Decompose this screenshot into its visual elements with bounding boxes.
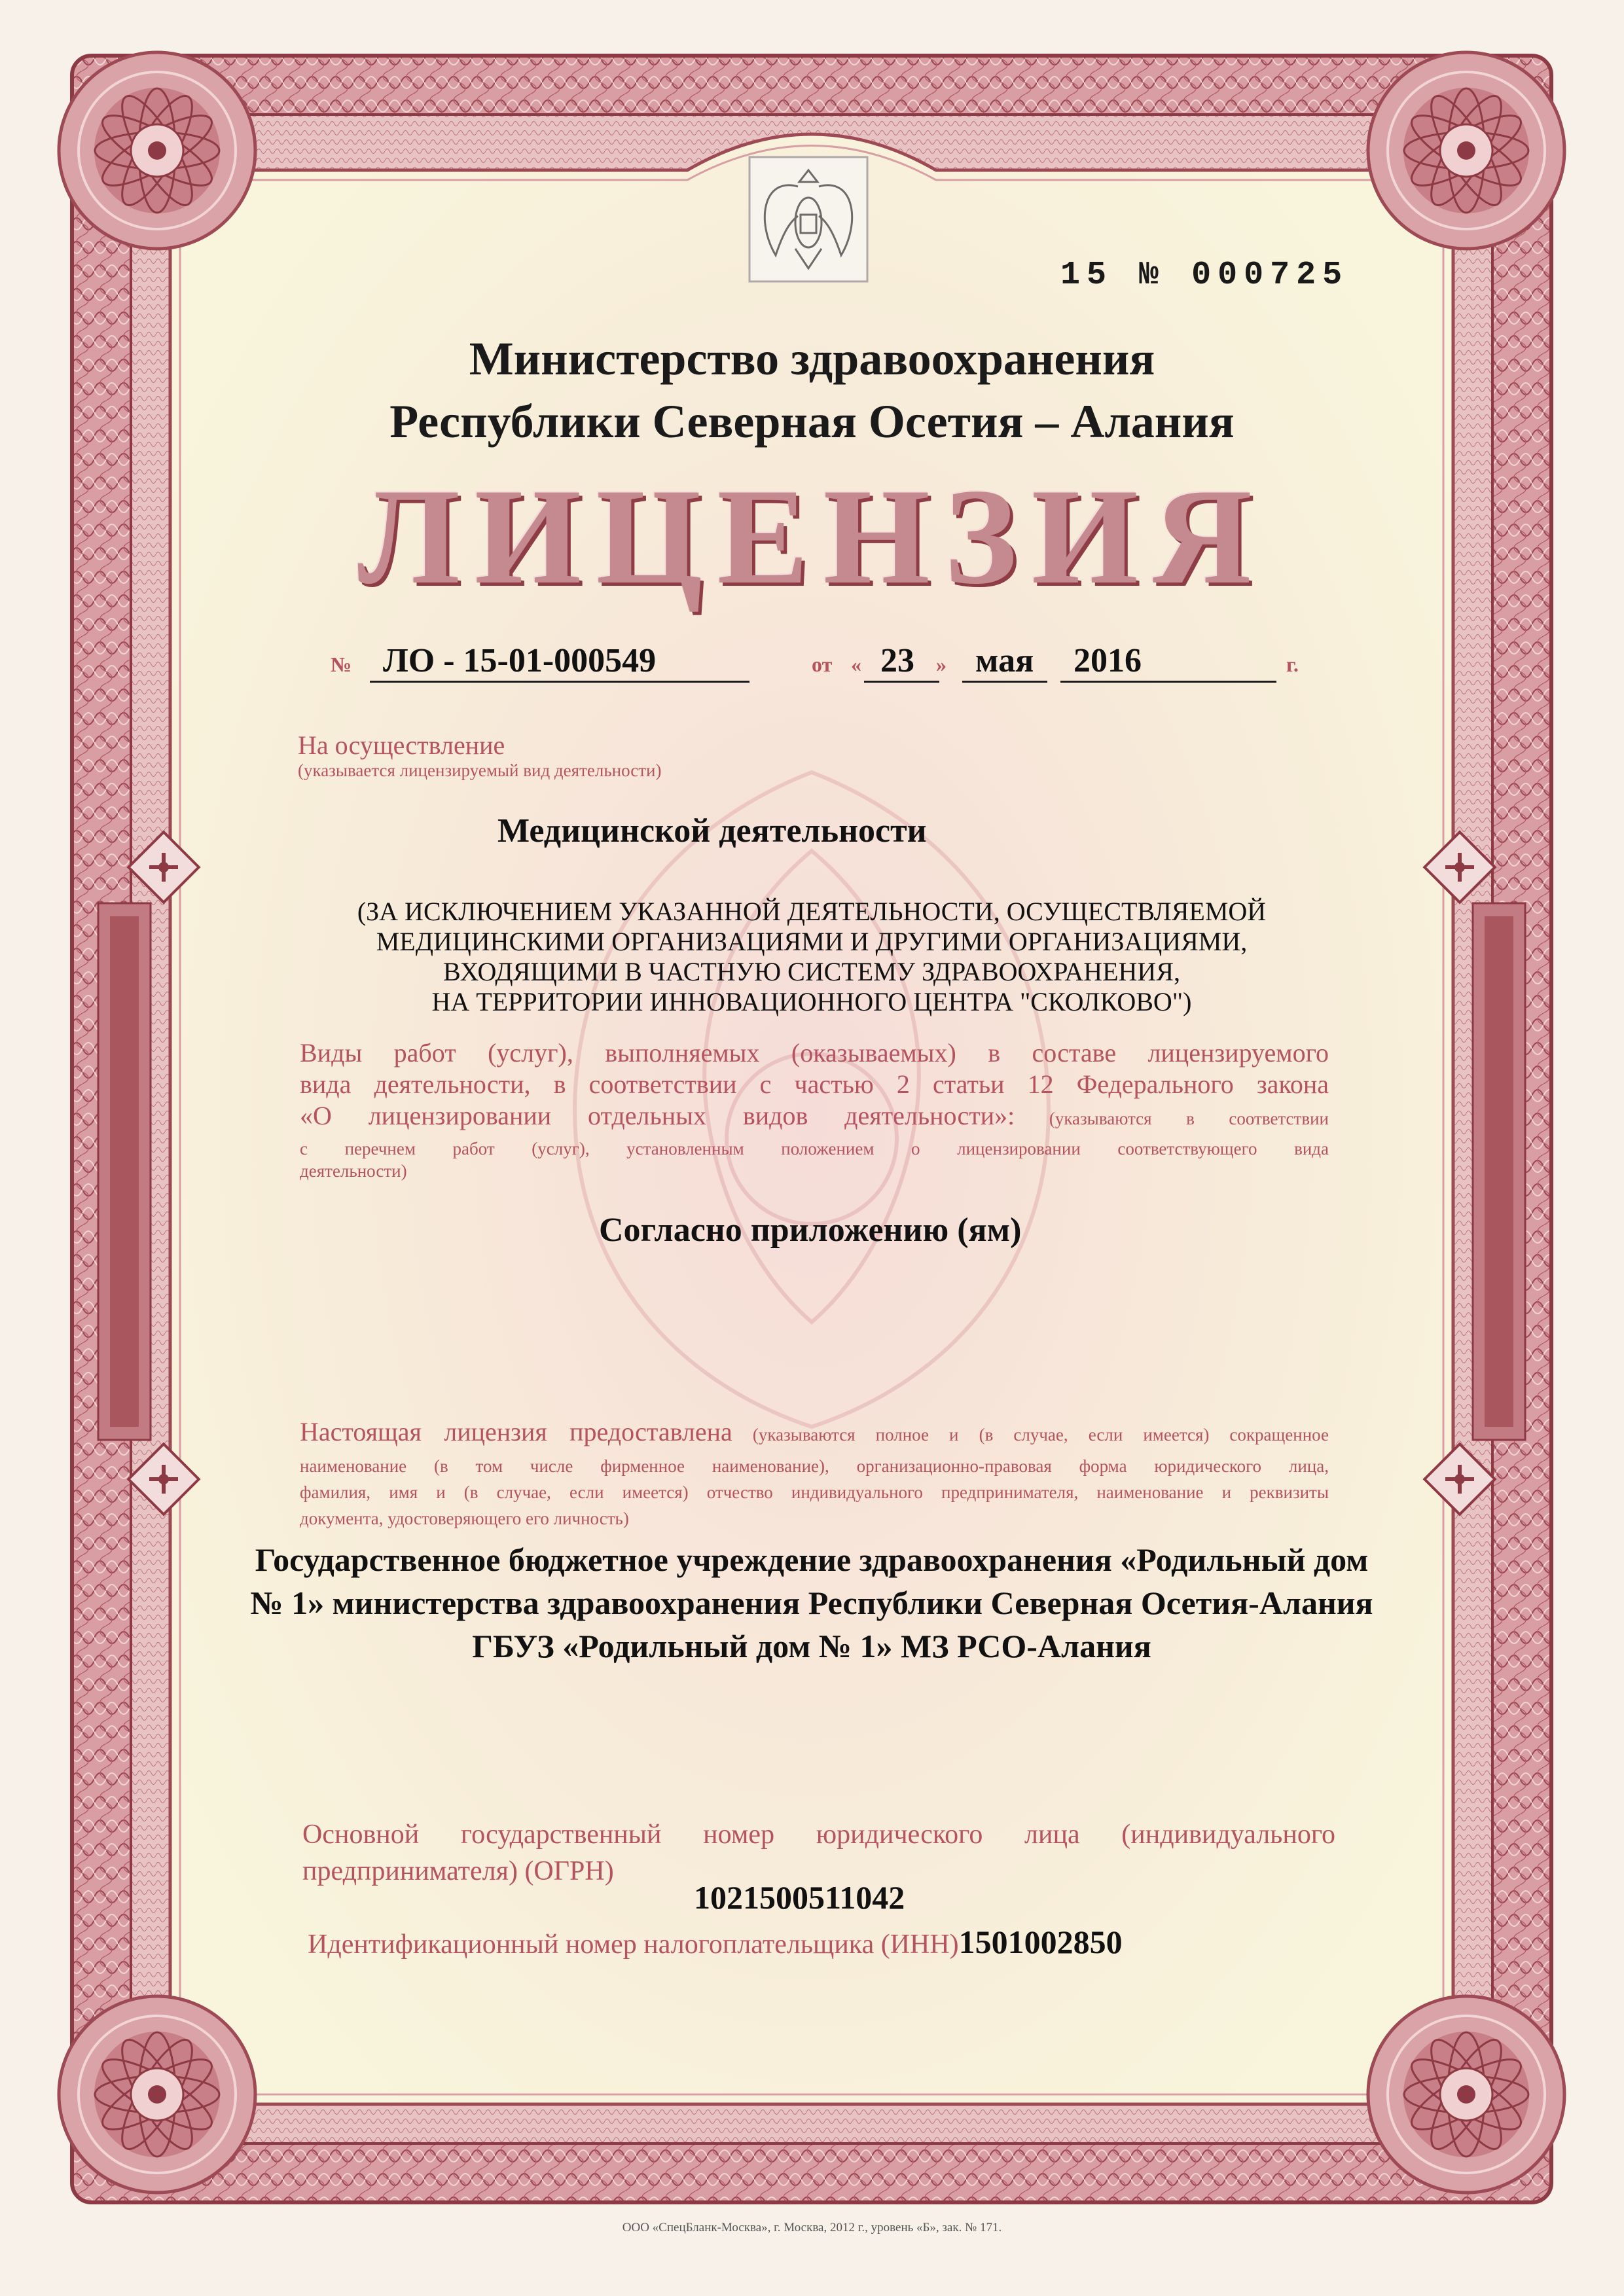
inn-value: 1501002850 <box>958 1924 1123 1960</box>
license-number-underline <box>370 681 749 683</box>
works-value: Согласно приложению (ям) <box>599 1211 1022 1249</box>
licensee-note-line2: наименование (в том числе фирменное наименование), организационно-правовая форма юридического лица, <box>300 1456 1329 1476</box>
document-title: ЛИЦЕНЗИЯ <box>357 461 1267 613</box>
license-number-label: № <box>331 653 352 676</box>
issuing-authority <box>0 327 1624 453</box>
licensee-name-line2: № 1» министерства здравоохранения Республики Северная Осетия-Алания <box>250 1585 1373 1621</box>
activity-exclusion-line3: ВХОДЯЩИМИ В ЧАСТНУЮ СИСТЕМУ ЗДРАВООХРАНЕНИЯ, <box>443 957 1180 986</box>
license-date-quote-close: » <box>936 653 947 676</box>
licensee-note-line3: фамилия, имя и (в случае, если имеется) отчество индивидуального предпринимателя, наименование и реквизиты <box>300 1482 1329 1502</box>
license-date-quote-open: « <box>851 653 861 676</box>
works-line2: вида деятельности, в соответствии с частью 2 статьи 12 Федерального закона <box>300 1069 1329 1099</box>
activity-exclusion-line2: МЕДИЦИНСКИМИ ОРГАНИЗАЦИЯМИ И ДРУГИМИ ОРГАНИЗАЦИЯМИ, <box>376 927 1248 956</box>
licensee-name-line1: Государственное бюджетное учреждение здравоохранения «Родильный дом <box>255 1541 1369 1578</box>
license-day-underline <box>864 681 939 683</box>
issuing-authority-line1: Министерство здравоохранения <box>469 332 1155 385</box>
license-month-underline <box>962 681 1047 683</box>
serial-series: 15 <box>1060 257 1113 294</box>
activity-exclusion-line4: НА ТЕРРИТОРИИ ИННОВАЦИОННОГО ЦЕНТРА "СКОЛКОВО") <box>431 987 1192 1016</box>
works-note-line2: деятельности) <box>300 1161 407 1181</box>
licensee-block <box>300 1417 1329 1532</box>
ogrn-label-line2: предпринимателя) (ОГРН) <box>302 1856 614 1886</box>
ogrn-label-line1: Основной государственный номер юридического лица (индивидуального <box>302 1820 1335 1850</box>
works-block <box>300 1037 1329 1182</box>
activity-exclusion <box>262 897 1362 1017</box>
license-date-from-label: от <box>812 653 833 676</box>
works-line3-note: (указываются в соответствии <box>1015 1109 1329 1128</box>
serial-number: 000725 <box>1191 257 1349 294</box>
inn-label: Идентификационный номер налогоплательщика (ИНН) <box>308 1929 959 1960</box>
activity-exclusion-line1: (ЗА ИСКЛЮЧЕНИЕМ УКАЗАННОЙ ДЕЯТЕЛЬНОСТИ, ОСУЩЕСТВЛЯЕМОЙ <box>357 897 1267 926</box>
licensee-name-line3: ГБУЗ «Родильный дом № 1» МЗ РСО-Алания <box>472 1628 1151 1664</box>
license-date-year: 2016 <box>1074 642 1142 679</box>
licensee-label: Настоящая лицензия предоставлена <box>300 1417 732 1446</box>
printer-footer: ООО «СпецБланк-Москва», г. Москва, 2012 г., уровень «Б», зак. № 171. <box>622 2221 1002 2234</box>
licensee-label-line <box>300 1417 1329 1453</box>
works-line3 <box>300 1100 1329 1138</box>
inn-row <box>308 1923 1123 1961</box>
works-note-line1: с перечнем работ (услуг), установленным положением о лицензировании соответствующего вида <box>300 1139 1329 1158</box>
works-line3-main: «О лицензировании отдельных видов деятельности»: <box>300 1101 1015 1130</box>
licensee-name <box>196 1538 1427 1668</box>
issuing-authority-line2: Республики Северная Осетия – Алания <box>389 395 1235 448</box>
licensee-note-line4: документа, удостоверяющего его личность) <box>300 1509 629 1528</box>
license-year-underline <box>1060 681 1276 683</box>
ogrn-value: 1021500511042 <box>694 1879 905 1916</box>
coat-of-arms-icon <box>749 157 867 281</box>
serial-number-sign: № <box>1139 257 1166 294</box>
license-number: ЛО - 15-01-000549 <box>383 642 657 679</box>
activity-note: (указывается лицензируемый вид деятельности) <box>298 761 662 780</box>
form-serial-number <box>1060 257 1348 294</box>
license-date-month: мая <box>975 642 1034 679</box>
license-date-day: 23 <box>880 642 914 679</box>
activity-name: Медицинской деятельности <box>497 812 927 850</box>
license-date-year-suffix: г. <box>1286 653 1299 676</box>
licensee-label-note: (указываются полное и (в случае, если имеется) сокращенное <box>732 1425 1329 1444</box>
works-line1: Виды работ (услуг), выполняемых (оказываемых) в составе лицензируемого <box>300 1038 1329 1067</box>
activity-label: На осуществление <box>298 730 505 760</box>
